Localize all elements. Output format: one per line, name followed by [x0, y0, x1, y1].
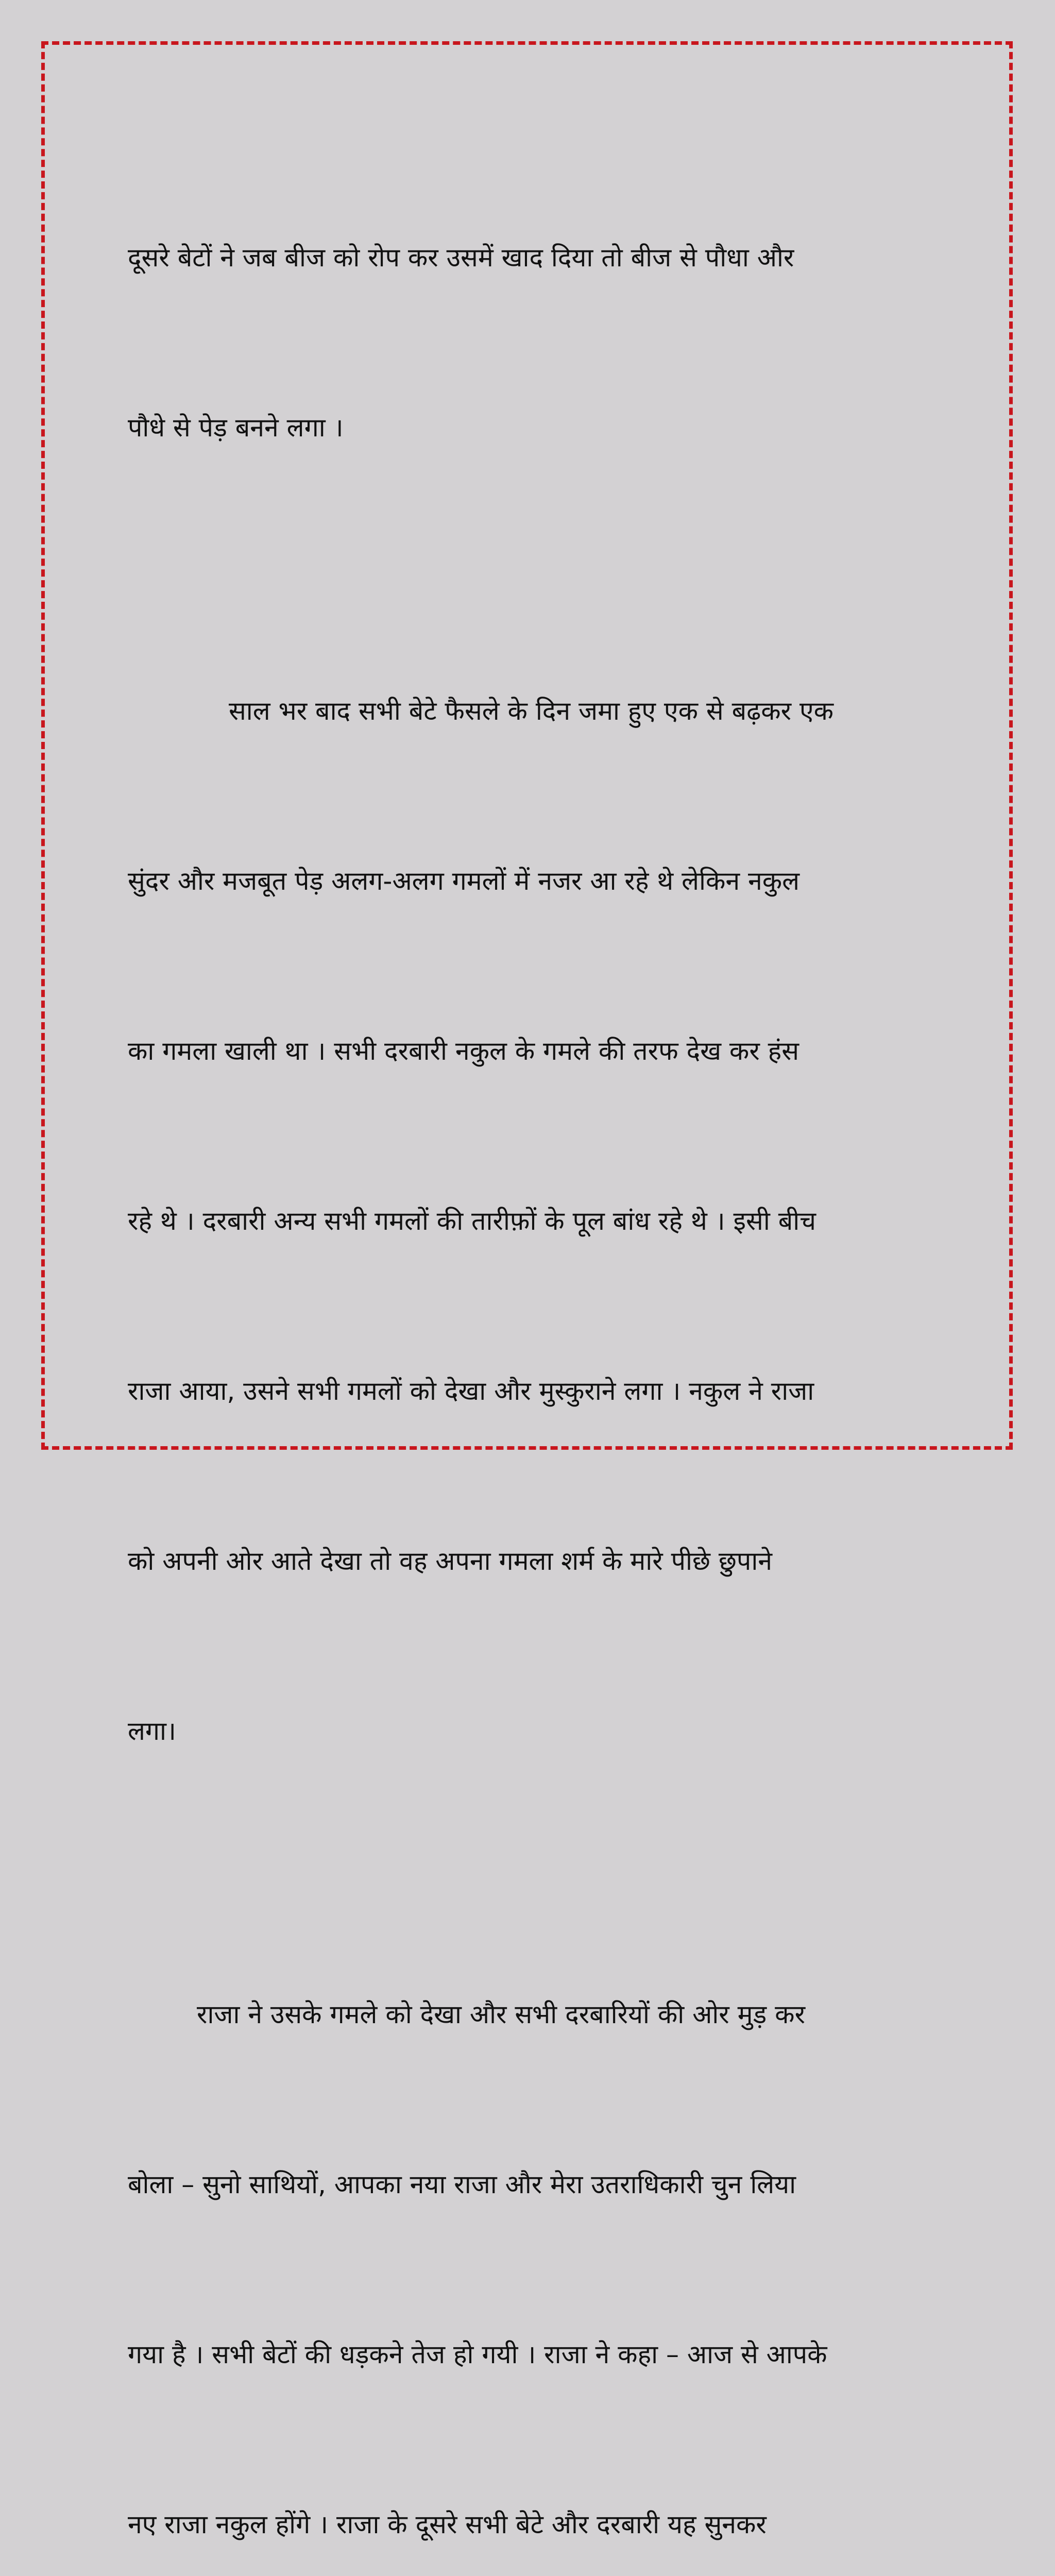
- text-line: पौधे से पेड़ बनने लगा ।: [128, 413, 344, 443]
- text-line: नए राजा नकुल होंगे । राजा के दूसरे सभी बेटे और दरबारी यह सुनकर: [128, 2510, 767, 2539]
- text-line: राजा आया, उसने सभी गमलों को देखा और मुस्कुराने लगा । नकुल ने राजा: [128, 1376, 814, 1406]
- text-line: रहे थे । दरबारी अन्य सभी गमलों की तारीफ़ों के पूल बांध रहे थे । इसी बीच: [128, 1206, 816, 1236]
- text-line: गया है । सभी बेटों की धड़कने तेज हो गयी । राजा ने कहा – आज से आपके: [128, 2340, 827, 2369]
- text-line: साल भर बाद सभी बेटे फैसले के दिन जमा हुए एक से बढ़कर एक: [229, 696, 834, 726]
- text-line: का गमला खाली था । सभी दरबारी नकुल के गमले की तरफ देख कर हंस: [128, 1036, 799, 1066]
- text-line: सुंदर और मजबूत पेड़ अलग-अलग गमलों में नजर आ रहे थे लेकिन नकुल: [128, 866, 800, 896]
- story-text: [128, 116, 931, 2576]
- text-line: लगा।: [128, 1716, 176, 1746]
- paragraph-1: [128, 116, 931, 569]
- text-line: राजा ने उसके गमले को देखा और सभी दरबारियों की ओर मुड़ कर: [197, 1999, 806, 2029]
- text-line: दूसरे बेटों ने जब बीज को रोप कर उसमें खाद दिया तो बीज से पौधा और: [128, 243, 794, 273]
- paragraph-3: [128, 1873, 931, 2576]
- text-line: बोला – सुनो साथियों, आपका नया राजा और मेरा उतराधिकारी चुन लिया: [128, 2170, 796, 2199]
- paragraph-2: [128, 569, 931, 1873]
- text-line: को अपनी ओर आते देखा तो वह अपना गमला शर्म के मारे पीछे छुपाने: [128, 1546, 773, 1576]
